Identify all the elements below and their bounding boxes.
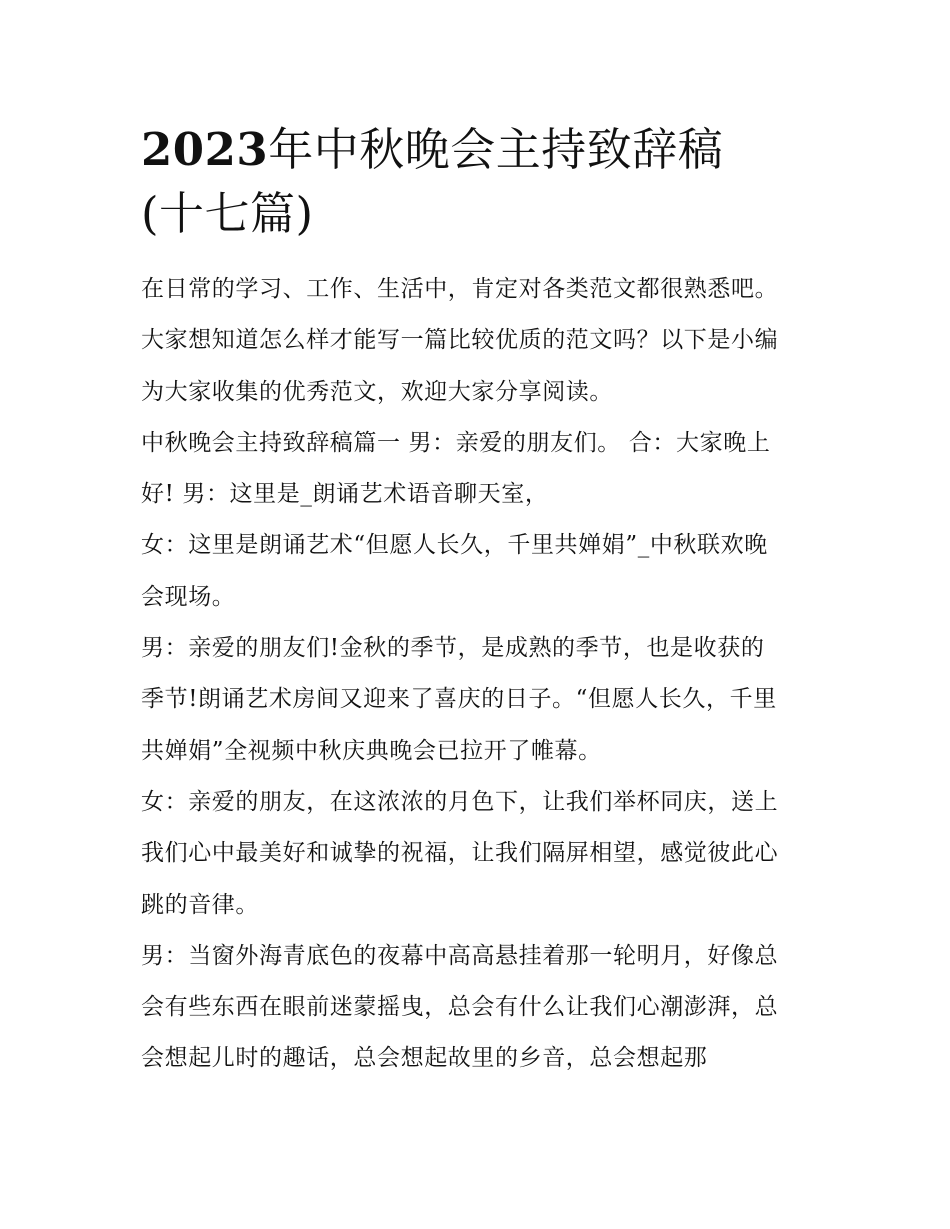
title-line [141,182,821,246]
text-line: 共婵娟”全视频中秋庆典晚会已拉开了帷幕。 [141,737,602,764]
text-line: 中秋晚会主持致辞稿篇一 男：亲爱的朋友们。 合：大家晚上 [141,429,771,456]
paragraph [141,777,821,931]
title-text: 年中秋晚会主持致辞稿 [268,123,724,176]
paragraph-intro [141,264,821,418]
text-line: 会现场。 [141,583,236,610]
title-subtitle: (十七篇) [141,187,314,240]
text-line: 跳的音律。 [141,891,259,918]
title-line [141,118,821,182]
text-line: 女：亲爱的朋友，在这浓浓的月色下，让我们举杯同庆，送上 [141,788,779,815]
paragraph [141,418,821,521]
text-line: 会有些东西在眼前迷蒙摇曳，总会有什么让我们心潮澎湃，总 [141,994,779,1021]
paragraph [141,520,821,623]
title-year: 2023 [141,123,269,176]
document-title [141,118,821,246]
paragraph [141,623,821,777]
text-line: 会想起儿时的趣话，总会想起故里的乡音，总会想起那 [141,1045,708,1072]
text-line: 我们心中最美好和诚挚的祝福，让我们隔屏相望，感觉彼此心 [141,840,779,867]
document-content [141,118,821,1085]
text-line: 好! 男：这里是_朗诵艺术语音聊天室， [141,481,549,508]
text-line: 男：当窗外海青底色的夜幕中高高悬挂着那一轮明月，好像总 [141,942,779,969]
text-line: 男：亲爱的朋友们!金秋的季节，是成熟的季节，也是收获的 [141,635,765,662]
text-line: 在日常的学习、工作、生活中，肯定对各类范文都很熟悉吧。 [141,276,779,302]
text-line: 为大家收集的优秀范文，欢迎大家分享阅读。 [141,378,613,405]
paragraph [141,931,821,1085]
text-line: 季节!朗诵艺术房间又迎来了喜庆的日子。“但愿人长久，千里 [141,686,777,713]
text-line: 大家想知道怎么样才能写一篇比较优质的范文吗？以下是小编 [141,327,779,354]
document-body [141,264,821,1085]
text-line: 女：这里是朗诵艺术“但愿人长久，千里共婵娟”_中秋联欢晚 [141,532,768,559]
